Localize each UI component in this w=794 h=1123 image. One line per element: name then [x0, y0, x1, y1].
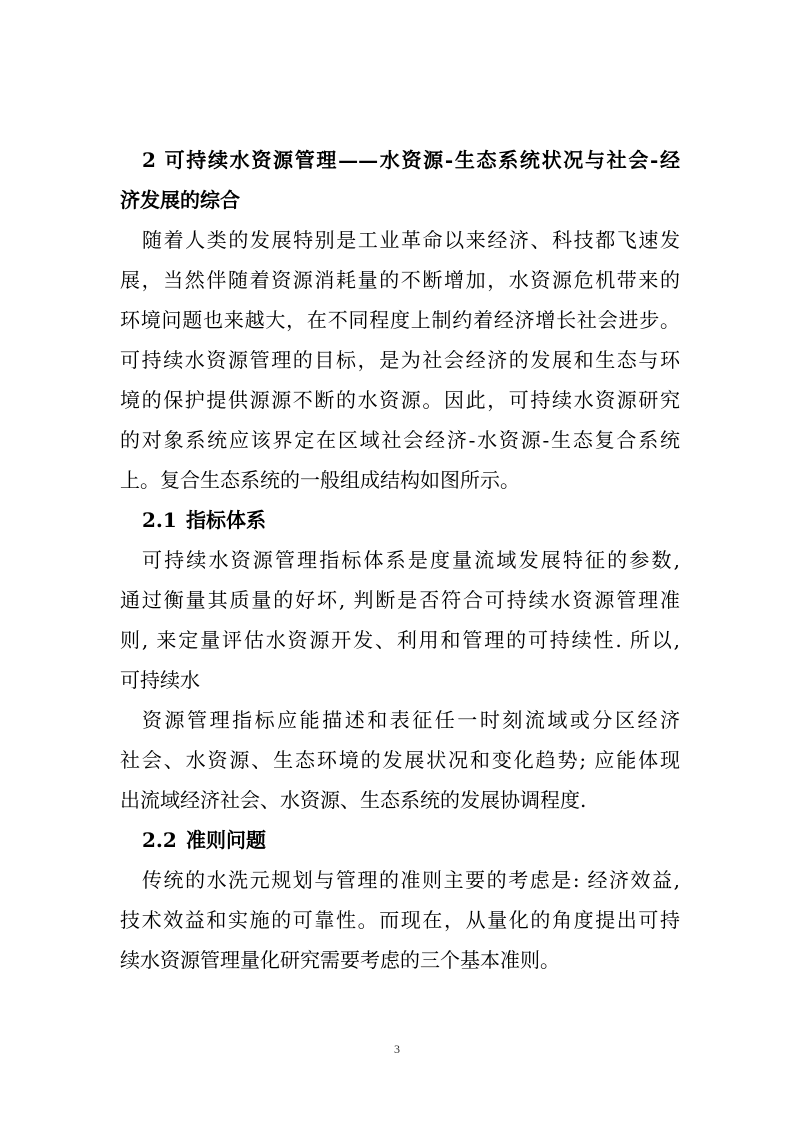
paragraph-line: 可持续水资源管理指标体系是度量流域发展特征的参数, [142, 548, 680, 572]
subsection-heading-2-1 [120, 500, 680, 540]
page-content [120, 140, 680, 980]
intro-paragraph-line: 环境问题也来越大，在不同程度上制约着经济增长社会进步。 [120, 308, 680, 332]
intro-paragraph-line: 上。复合生态系统的一般组成结构如图所示。 [120, 468, 520, 492]
subsection-number: 2.2 [142, 828, 177, 852]
paragraph-line: 社会、水资源、生态环境的发展状况和变化趋势; 应能体现 [120, 748, 680, 772]
paragraph-line: 出流域经济社会、水资源、生态系统的发展协调程度. [120, 788, 587, 812]
paragraph-line: 则, 来定量评估水资源开发、利用和管理的可持续性. 所以, [120, 628, 680, 652]
paragraph-line: 传统的水洗元规划与管理的准则主要的考虑是: 经济效益, [142, 868, 680, 892]
intro-paragraph-line: 境的保护提供源源不断的水资源。因此，可持续水资源研究 [120, 388, 680, 412]
paragraph-line: 续水资源管理量化研究需要考虑的三个基本准则。 [120, 948, 560, 972]
intro-paragraph-line: 可持续水资源管理的目标，是为社会经济的发展和生态与环 [120, 348, 680, 372]
paragraph-line: 可持续水 [120, 668, 200, 692]
paragraph-line: 通过衡量其质量的好坏, 判断是否符合可持续水资源管理准 [120, 588, 680, 612]
section-heading-2-line-1: 2 可持续水资源管理——水资源-生态系统状况与社会-经 [142, 148, 680, 172]
section-heading-2-line-2: 济发展的综合 [120, 188, 240, 212]
paragraph-line: 技术效益和实施的可靠性。而现在，从量化的角度提出可持 [120, 908, 680, 932]
page-number: 3 [394, 1042, 400, 1056]
intro-paragraph-line: 展，当然伴随着资源消耗量的不断增加，水资源危机带来的 [120, 268, 680, 292]
subsection-heading-2-2 [120, 820, 680, 860]
subsection-title: 指标体系 [186, 508, 266, 532]
subsection-title: 准则问题 [186, 828, 266, 852]
intro-paragraph-line: 随着人类的发展特别是工业革命以来经济、科技都飞速发 [142, 228, 680, 252]
subsection-number: 2.1 [142, 508, 177, 532]
paragraph-line: 资源管理指标应能描述和表征任一时刻流域或分区经济 [142, 708, 680, 732]
intro-paragraph-line: 的对象系统应该界定在区域社会经济-水资源-生态复合系统 [120, 428, 680, 452]
